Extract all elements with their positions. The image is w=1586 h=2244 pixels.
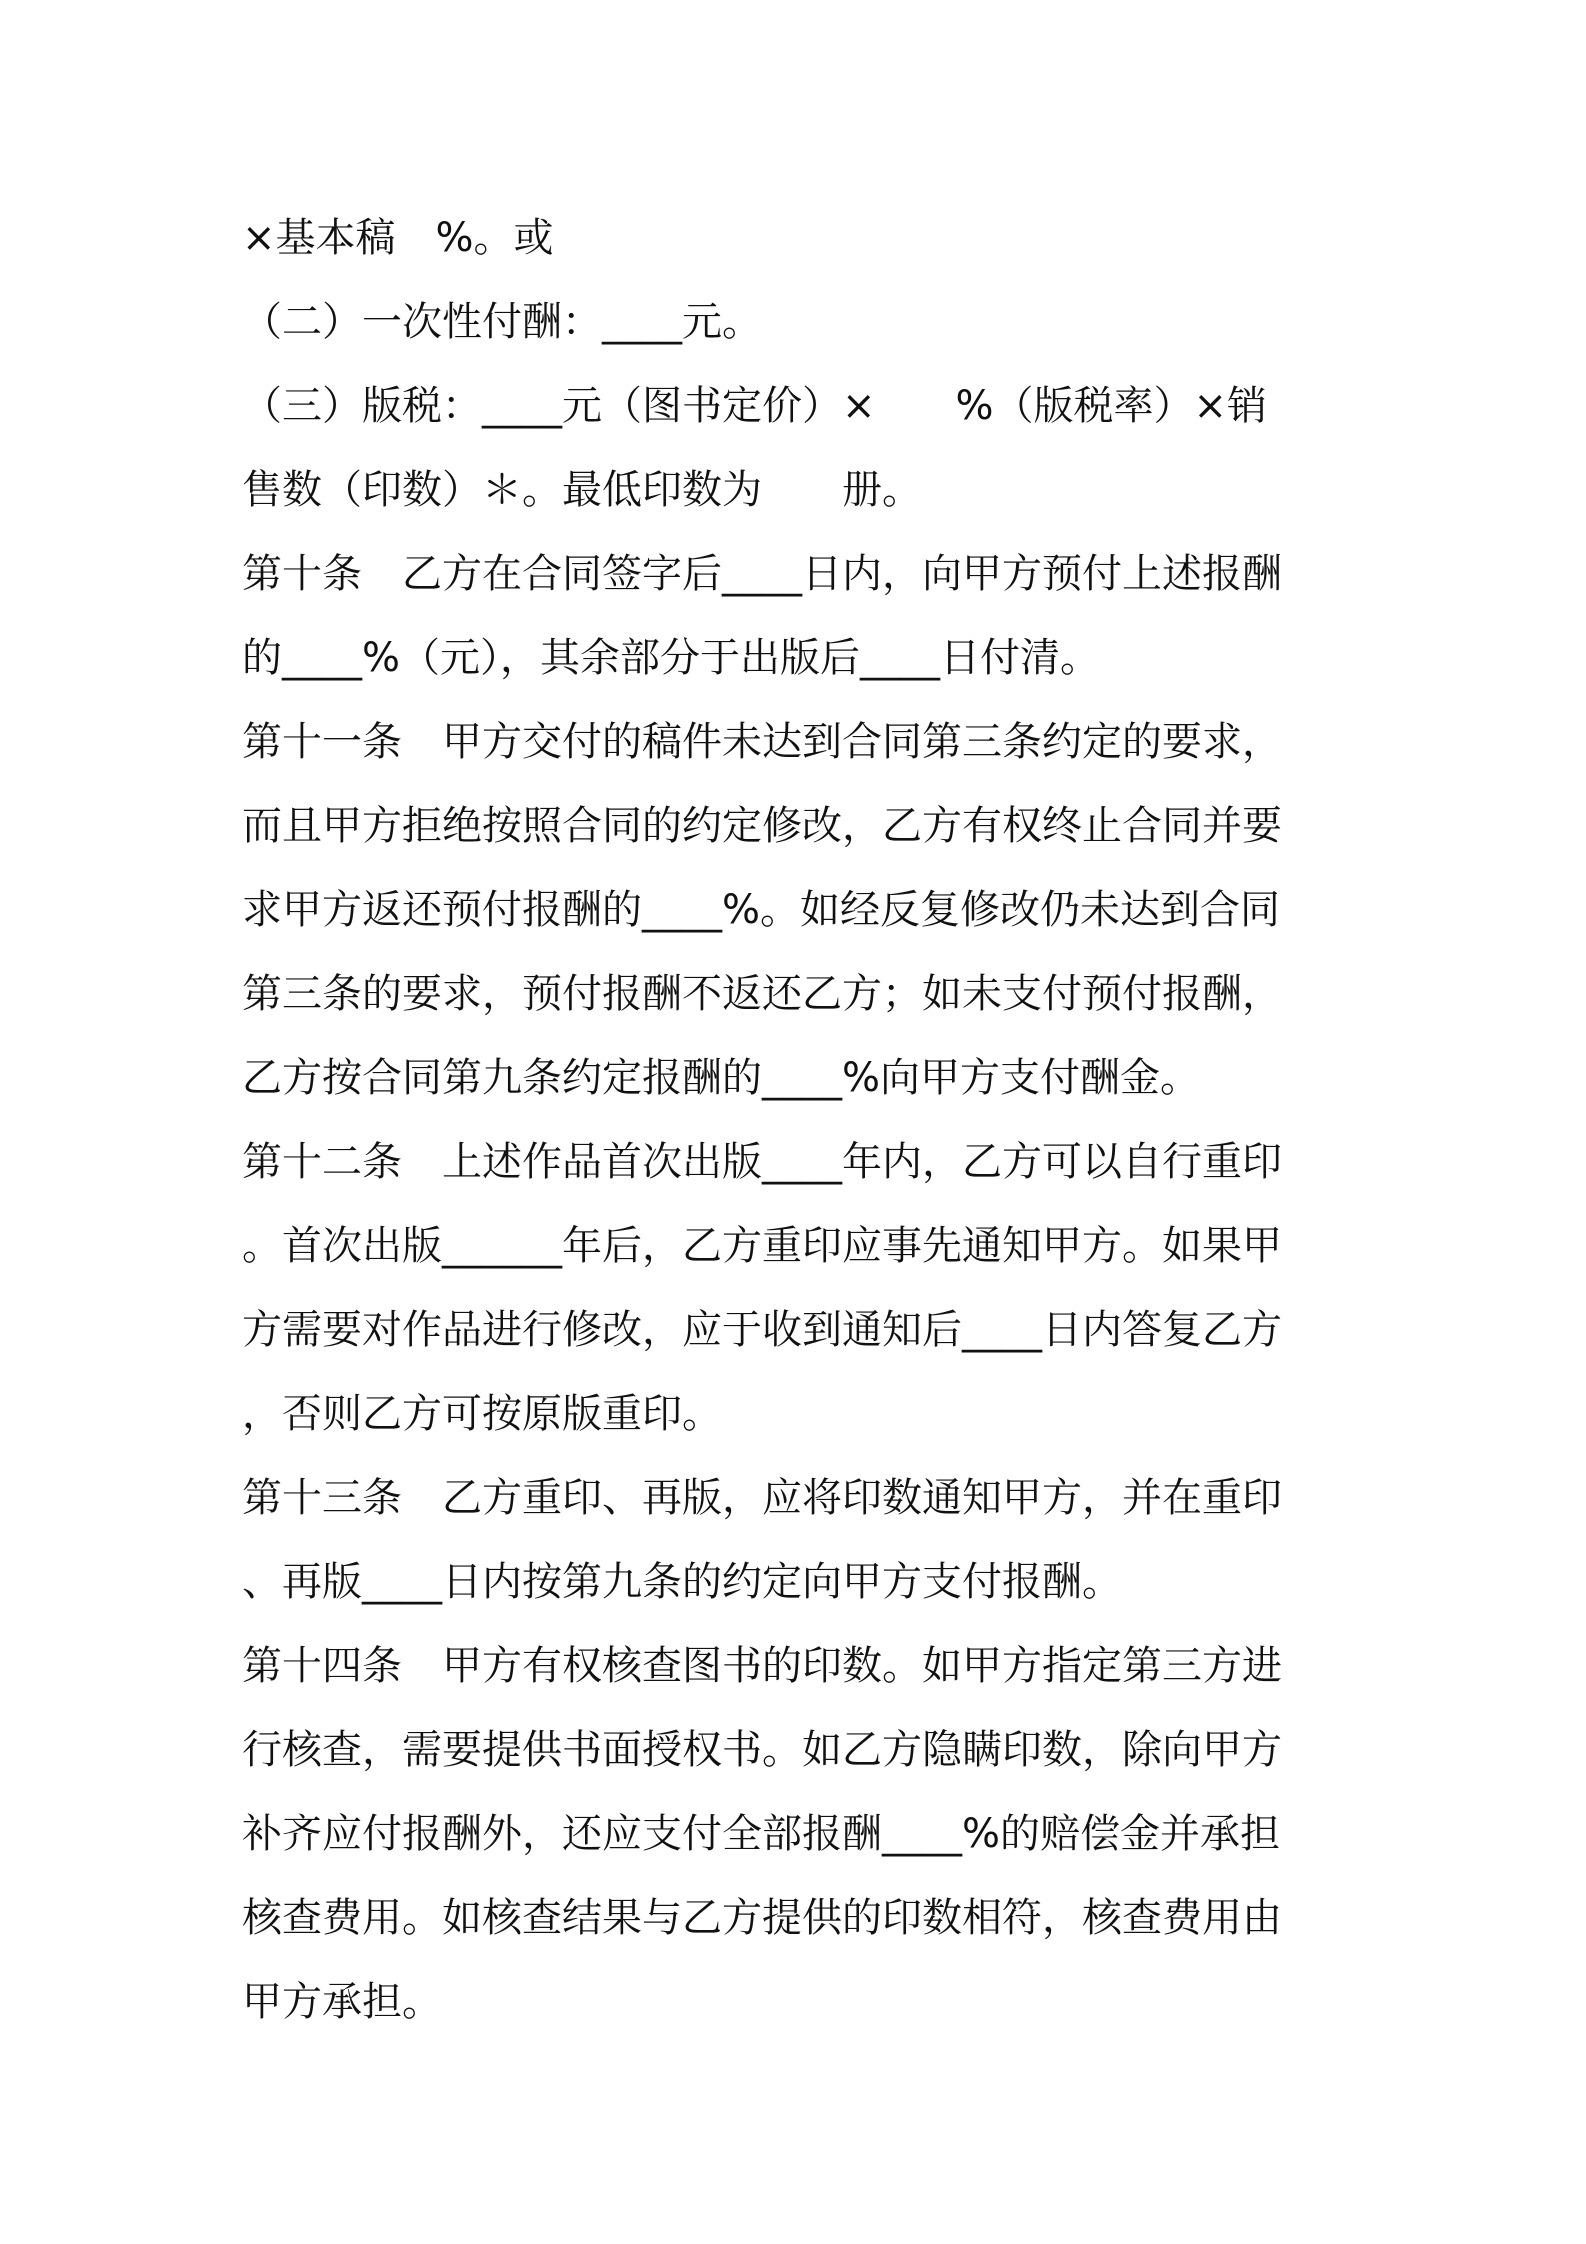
text-line: 。首次出版______年后，乙方重印应事先通知甲方。如果甲: [242, 1223, 1282, 1269]
text-line: 第十四条 甲方有权核查图书的印数。如甲方指定第三方进: [242, 1643, 1282, 1689]
text-line: 第十条 乙方在合同签字后____日内，向甲方预付上述报酬: [242, 551, 1282, 597]
text-line: （三）版税：____元（图书定价）× %（版税率）×销: [242, 383, 1268, 429]
text-line: 第三条的要求，预付报酬不返还乙方；如未支付预付报酬，: [242, 971, 1282, 1017]
text-line: 的____%（元），其余部分于出版后____日付清。: [242, 635, 1101, 681]
text-line: 、再版____日内按第九条的约定向甲方支付报酬。: [242, 1559, 1122, 1605]
text-line: 行核查，需要提供书面授权书。如乙方隐瞒印数，除向甲方: [242, 1727, 1282, 1773]
text-line: 甲方承担。: [242, 1979, 442, 2025]
text-line: ×基本稿 %。或: [242, 215, 554, 261]
text-line: 第十一条 甲方交付的稿件未达到合同第三条约定的要求，: [242, 719, 1282, 765]
text-line: （二）一次性付酬：____元。: [242, 299, 762, 345]
text-line: 第十三条 乙方重印、再版，应将印数通知甲方，并在重印: [242, 1475, 1282, 1521]
text-line: 核查费用。如核查结果与乙方提供的印数相符，核查费用由: [242, 1895, 1282, 1941]
document-body: [242, 196, 1357, 2044]
text-line: 求甲方返还预付报酬的____%。如经反复修改仍未达到合同: [242, 887, 1281, 933]
text-line: 售数（印数）＊。最低印数为 册。: [242, 467, 922, 513]
text-line: 而且甲方拒绝按照合同的约定修改，乙方有权终止合同并要: [242, 803, 1282, 849]
text-line: 乙方按合同第九条约定报酬的____%向甲方支付酬金。: [242, 1055, 1201, 1101]
text-line: 补齐应付报酬外，还应支付全部报酬____%的赔偿金并承担: [242, 1811, 1281, 1857]
text-line: ，否则乙方可按原版重印。: [242, 1391, 722, 1437]
text-line: 方需要对作品进行修改，应于收到通知后____日内答复乙方: [242, 1307, 1282, 1353]
text-line: 第十二条 上述作品首次出版____年内，乙方可以自行重印: [242, 1139, 1282, 1185]
